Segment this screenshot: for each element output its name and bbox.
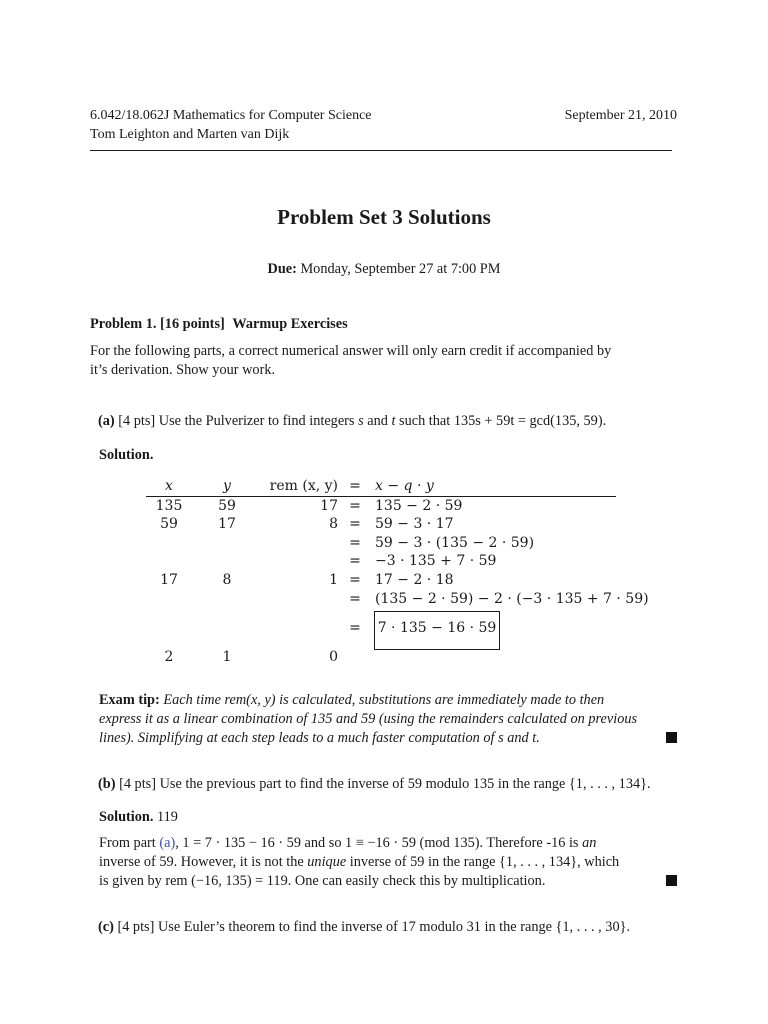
col-header-x: x	[165, 478, 173, 494]
due-label: Due:	[267, 261, 297, 277]
cell-rem: 1	[329, 572, 338, 588]
cell-x: 135	[155, 498, 183, 514]
cell-expr: −3 · 135 + 7 · 59	[375, 553, 497, 569]
cell-eq: =	[349, 516, 361, 532]
cell-rem: 17	[320, 498, 338, 514]
part-b-points: [4 pts]	[119, 776, 156, 792]
part-b-label: (b)	[98, 776, 116, 792]
part-b-line1-em: an	[582, 835, 597, 851]
cell-eq: =	[349, 535, 361, 551]
part-a-text-post: such that 135s + 59t = gcd(135, 59).	[399, 413, 607, 429]
problem1-label: Problem 1.	[90, 316, 157, 332]
qed-symbol	[666, 875, 677, 886]
part-c-question	[98, 918, 630, 937]
cell-expr: 135 − 2 · 59	[375, 498, 463, 514]
part-b-solution-value: 119	[157, 809, 178, 825]
part-a-question	[98, 412, 606, 431]
part-b-question	[98, 775, 651, 794]
part-a-label: (a)	[98, 413, 115, 429]
cell-y: 8	[222, 572, 232, 588]
intro-line-1: For the following parts, a correct numerical answer will only earn credit if accompanied by	[90, 343, 612, 359]
cell-expr-boxed: 7 · 135 − 16 · 59	[377, 620, 497, 636]
cell-y: 59	[218, 498, 236, 514]
due-value: Monday, September 27 at 7:00 PM	[300, 261, 501, 277]
cell-eq: =	[349, 620, 361, 636]
part-a-solution-label: Solution.	[99, 447, 154, 463]
part-a-reference-link[interactable]: (a)	[159, 835, 176, 851]
col-header-eq: =	[349, 478, 361, 494]
exam-tip	[99, 691, 681, 748]
col-header-y: y	[223, 478, 231, 494]
part-b-solution-body	[99, 834, 681, 891]
part-b-text: Use the previous part to find the inverse of 59 modulo 135 in the range {1, . . . , 134}.	[159, 776, 651, 792]
qed-symbol	[666, 732, 677, 743]
part-b-solution-label: Solution.	[99, 809, 154, 825]
problem1-heading	[90, 315, 348, 334]
course-title: 6.042/18.062J Mathematics for Computer Science	[90, 108, 372, 123]
table-header-rule	[146, 496, 616, 497]
part-b-line-3: is given by rem (−16, 135) = 119. One can easily check this by multiplication.	[99, 873, 546, 889]
exam-tip-line-2: express it as a linear combination of 135 and 59 (using the remainders calculated on previous	[99, 711, 638, 727]
part-a-points: [4 pts]	[118, 413, 156, 429]
cell-eq: =	[349, 498, 361, 514]
cell-x: 59	[160, 516, 178, 532]
cell-expr: (135 − 2 · 59) − 2 · (−3 · 135 + 7 · 59)	[375, 591, 649, 607]
header-date: September 21, 2010	[564, 108, 677, 123]
cell-y: 1	[222, 649, 232, 665]
part-b-line2-post: inverse of 59 in the range {1, . . . , 134}, which	[349, 854, 620, 870]
cell-x: 2	[164, 649, 174, 665]
header-rule	[90, 150, 672, 151]
problem1-intro	[90, 342, 690, 380]
part-b-line1-pre: From part	[99, 835, 156, 851]
part-b-line2-em: unique	[307, 854, 347, 870]
intro-line-2: it’s derivation. Show your work.	[90, 362, 276, 378]
part-c-text: Use Euler’s theorem to find the inverse of 17 modulo 31 in the range {1, . . . , 30}.	[157, 919, 631, 935]
cell-eq: =	[349, 572, 361, 588]
exam-tip-line-1: Each time rem(x, y) is calculated, substitutions are immediately made to then	[163, 692, 605, 708]
problem1-points: [16 points]	[160, 316, 225, 332]
part-c-points: [4 pts]	[117, 919, 155, 935]
cell-y: 17	[218, 516, 236, 532]
authors: Tom Leighton and Marten van Dijk	[90, 127, 290, 142]
cell-expr: 59 − 3 · (135 − 2 · 59)	[375, 535, 535, 551]
col-header-expr: x − q · y	[375, 478, 434, 494]
part-b-solution-heading	[99, 808, 178, 827]
problem1-title: Warmup Exercises	[232, 316, 348, 332]
exam-tip-line-3: lines). Simplifying at each step leads to a much faster computation of s and t.	[99, 730, 540, 746]
part-c-label: (c)	[98, 919, 114, 935]
part-a-text-pre: Use the Pulverizer to find integers	[158, 413, 355, 429]
cell-x: 17	[160, 572, 178, 588]
cell-expr: 17 − 2 · 18	[375, 572, 454, 588]
part-b-line1-mid: , 1 = 7 · 135 − 16 · 59 and so 1 ≡ −16 · 59 (mod 135). Therefore -16 is	[175, 835, 579, 851]
due-line	[0, 260, 768, 279]
cell-expr: 59 − 3 · 17	[375, 516, 454, 532]
part-a-var-s: s	[358, 413, 364, 429]
col-header-rem: rem (x, y)	[269, 478, 338, 494]
part-a-text-and: and	[367, 413, 388, 429]
cell-rem: 0	[329, 649, 338, 665]
part-b-line2-pre: inverse of 59. However, it is not the	[99, 854, 304, 870]
cell-eq: =	[349, 591, 361, 607]
part-a-var-t: t	[391, 413, 396, 429]
cell-rem: 8	[329, 516, 338, 532]
exam-tip-label: Exam tip:	[99, 692, 160, 708]
page-title: Problem Set 3 Solutions	[277, 205, 491, 229]
cell-eq: =	[349, 553, 361, 569]
